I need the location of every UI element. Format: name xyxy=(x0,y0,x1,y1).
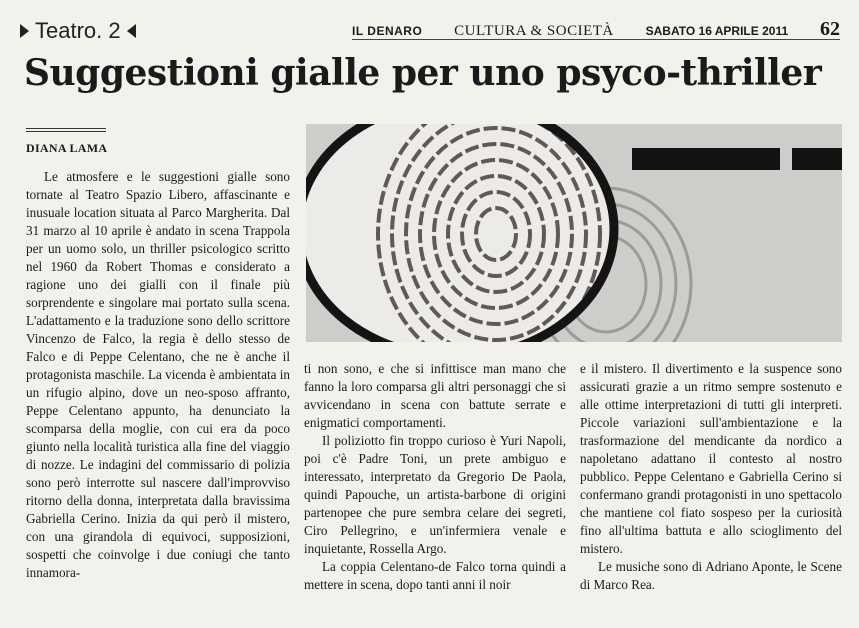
paragraph: Il poliziotto fin troppo curioso è Yuri Napoli, poi c'è Padre Toni, un prete ambiguo e interessato, interpretato da Gregorio De Paola, quindi Papouche, un artista-barbone di origini partenopee che pure sembra celare dei segreti, Ciro Pellegrino, e un'infermiera venale e inquietante, Rossella Argo. xyxy=(304,433,566,556)
magnifier-fingerprint-icon xyxy=(306,124,842,342)
page-number: 62 xyxy=(819,18,840,40)
paragraph: ti non sono, e che si infittisce man mano che fanno la loro comparsa gli altri personaggi che si avvicendano in scena con battute serrate e enigmatici comportamenti. xyxy=(304,361,566,430)
article-column-2 xyxy=(304,360,566,594)
arrow-left-icon xyxy=(127,24,136,38)
headline: Suggestioni gialle per uno psyco-thriller xyxy=(24,52,822,94)
byline: DIANA LAMA xyxy=(26,141,108,155)
article-column-3 xyxy=(580,360,842,594)
arrow-right-icon xyxy=(20,24,29,38)
fingerprint-photo xyxy=(306,124,842,342)
article-column-1 xyxy=(26,168,290,582)
paragraph: Le musiche sono di Adriano Aponte, le Scene di Marco Rea. xyxy=(580,559,842,592)
paragraph: Le atmosfere e le suggestioni gialle sono tornate al Teatro Spazio Libero, affascinante e inusuale location situata al Parco Margherita. Dal 31 marzo al 10 aprile è andato in scena Trappola per un uomo solo, un thriller psicologico scritto nel 1960 da Robert Thomas e considerato a ragione uno dei gialli con il finale più sorprendente e singolare mai portato sulla scena. L'adattamento e la traduzione sono dello scrittore Vincenzo de Falco, la regia è dello stesso de Falco e di Peppe Celentano, che ne è anche il protagonista maschile. La vicenda è ambientata in un rifugio alpino, dove un neo-sposo affranto, Peppe Celentano appunto, ha denunciato la scomparsa della moglie, con cui era da poco giunto nella località turistica alla fine del viaggio di nozze. Le indagini del commissario di polizia sono però interrotte sul nascere dall'improvviso ritorno della donna, interpretata dalla bravissima Gabriella Cerino. Inizia da qui però il mistero, con una girandola di equivoci, supposizioni, sospetti che coinvolge i due coniugi che tanto innamora- xyxy=(26,169,291,580)
masthead xyxy=(352,18,840,40)
byline-rule xyxy=(26,128,106,132)
issue-date: SABATO 16 APRILE 2011 xyxy=(645,24,789,38)
section-tag xyxy=(20,18,136,44)
paragraph: e il mistero. Il divertimento e la suspence sono assicurati grazie a un ritmo sempre sostenuto e alle ottime interpretazioni di tutti gli interpreti. Piccole variazioni sull'ambientazione e la trasformazione del mendicante da nordico a napoletano adattano il contesto al nostro pubblico. Peppe Celentano e Gabriella Cerino si confermano grandi protagonisti in uno spettacolo che mantiene col fiato sospeso per la curiosità fino all'ultima battuta e allo scioglimento del mistero. xyxy=(580,361,842,556)
paragraph: La coppia Celentano-de Falco torna quindi a mettere in scena, dopo tanti anni il noir xyxy=(304,559,566,592)
section-label: Teatro. 2 xyxy=(35,18,121,43)
section-title: CULTURA & SOCIETÀ xyxy=(454,23,614,39)
paper-name: IL DENARO xyxy=(352,24,423,38)
